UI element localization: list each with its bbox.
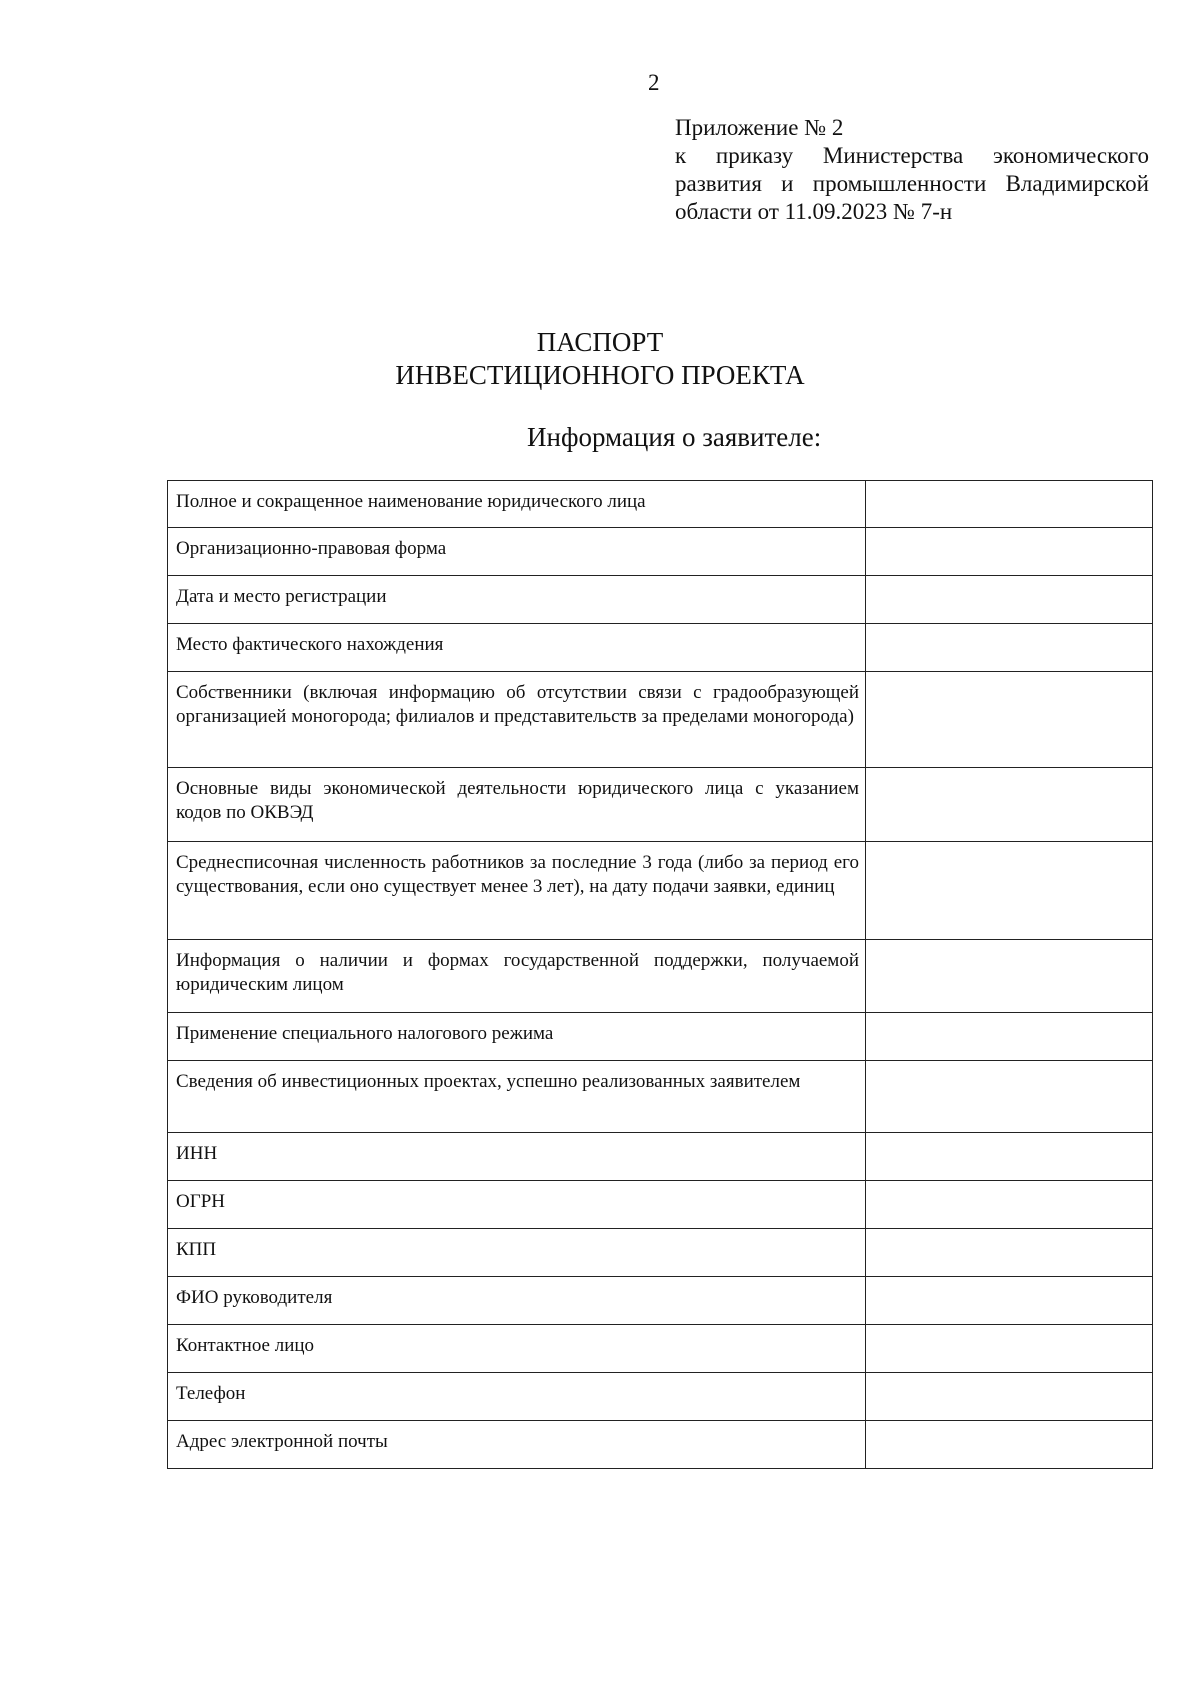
row-value-field[interactable] [866, 1133, 1153, 1181]
table-row [168, 576, 1153, 624]
table-row [168, 842, 1153, 940]
table-row [168, 1421, 1153, 1469]
row-label: Собственники (включая информацию об отсутствии связи с градообразующей организацией моногорода; филиалов и представительств за пределами моногорода) [168, 672, 866, 768]
appendix-order-reference: к приказу Министерства экономического развития и промышленности Владимирской области от 11.09.2023 № 7-н [675, 143, 1149, 224]
table-row [168, 1013, 1153, 1061]
row-label: Контактное лицо [168, 1325, 866, 1373]
table-row [168, 481, 1153, 528]
row-value-field[interactable] [866, 672, 1153, 768]
document-title [0, 326, 1200, 392]
row-label: ФИО руководителя [168, 1277, 866, 1325]
row-label: Адрес электронной почты [168, 1421, 866, 1469]
row-value-field[interactable] [866, 1277, 1153, 1325]
document-title-line-2: ИНВЕСТИЦИОННОГО ПРОЕКТА [395, 360, 805, 390]
row-value-field[interactable] [866, 576, 1153, 624]
appendix-number: Приложение № 2 [675, 115, 844, 140]
table-row [168, 940, 1153, 1013]
table-row [168, 1229, 1153, 1277]
row-label: КПП [168, 1229, 866, 1277]
table-row [168, 1061, 1153, 1133]
page-number: 2 [648, 70, 660, 95]
row-value-field[interactable] [866, 1373, 1153, 1421]
table-row [168, 1181, 1153, 1229]
row-value-field[interactable] [866, 624, 1153, 672]
row-value-field[interactable] [866, 528, 1153, 576]
row-label: Полное и сокращенное наименование юридического лица [168, 481, 866, 528]
row-value-field[interactable] [866, 1229, 1153, 1277]
table-row [168, 1373, 1153, 1421]
row-label: ОГРН [168, 1181, 866, 1229]
section-heading: Информация о заявителе: [527, 422, 822, 452]
document-title-line-1: ПАСПОРТ [536, 327, 664, 357]
row-label: Основные виды экономической деятельности юридического лица с указанием кодов по ОКВЭД [168, 768, 866, 842]
appendix-reference [675, 114, 1149, 226]
table-row [168, 1133, 1153, 1181]
row-value-field[interactable] [866, 1013, 1153, 1061]
row-value-field[interactable] [866, 1421, 1153, 1469]
row-value-field[interactable] [866, 940, 1153, 1013]
row-label: Телефон [168, 1373, 866, 1421]
row-label: Организационно-правовая форма [168, 528, 866, 576]
table-row [168, 672, 1153, 768]
row-value-field[interactable] [866, 1061, 1153, 1133]
table-row [168, 1277, 1153, 1325]
row-value-field[interactable] [866, 481, 1153, 528]
table-row [168, 624, 1153, 672]
row-label: Место фактического нахождения [168, 624, 866, 672]
table-row [168, 1325, 1153, 1373]
row-label: Информация о наличии и формах государственной поддержки, получаемой юридическим лицом [168, 940, 866, 1013]
table-row [168, 528, 1153, 576]
row-label: ИНН [168, 1133, 866, 1181]
row-value-field[interactable] [866, 842, 1153, 940]
row-value-field[interactable] [866, 1325, 1153, 1373]
row-label: Дата и место регистрации [168, 576, 866, 624]
row-value-field[interactable] [866, 768, 1153, 842]
table-row [168, 768, 1153, 842]
row-label: Применение специального налогового режима [168, 1013, 866, 1061]
row-label: Сведения об инвестиционных проектах, успешно реализованных заявителем [168, 1061, 866, 1133]
row-label: Среднесписочная численность работников за последние 3 года (либо за период его существования, если оно существует менее 3 лет), на дату подачи заявки, единиц [168, 842, 866, 940]
applicant-info-table [167, 480, 1153, 1469]
row-value-field[interactable] [866, 1181, 1153, 1229]
